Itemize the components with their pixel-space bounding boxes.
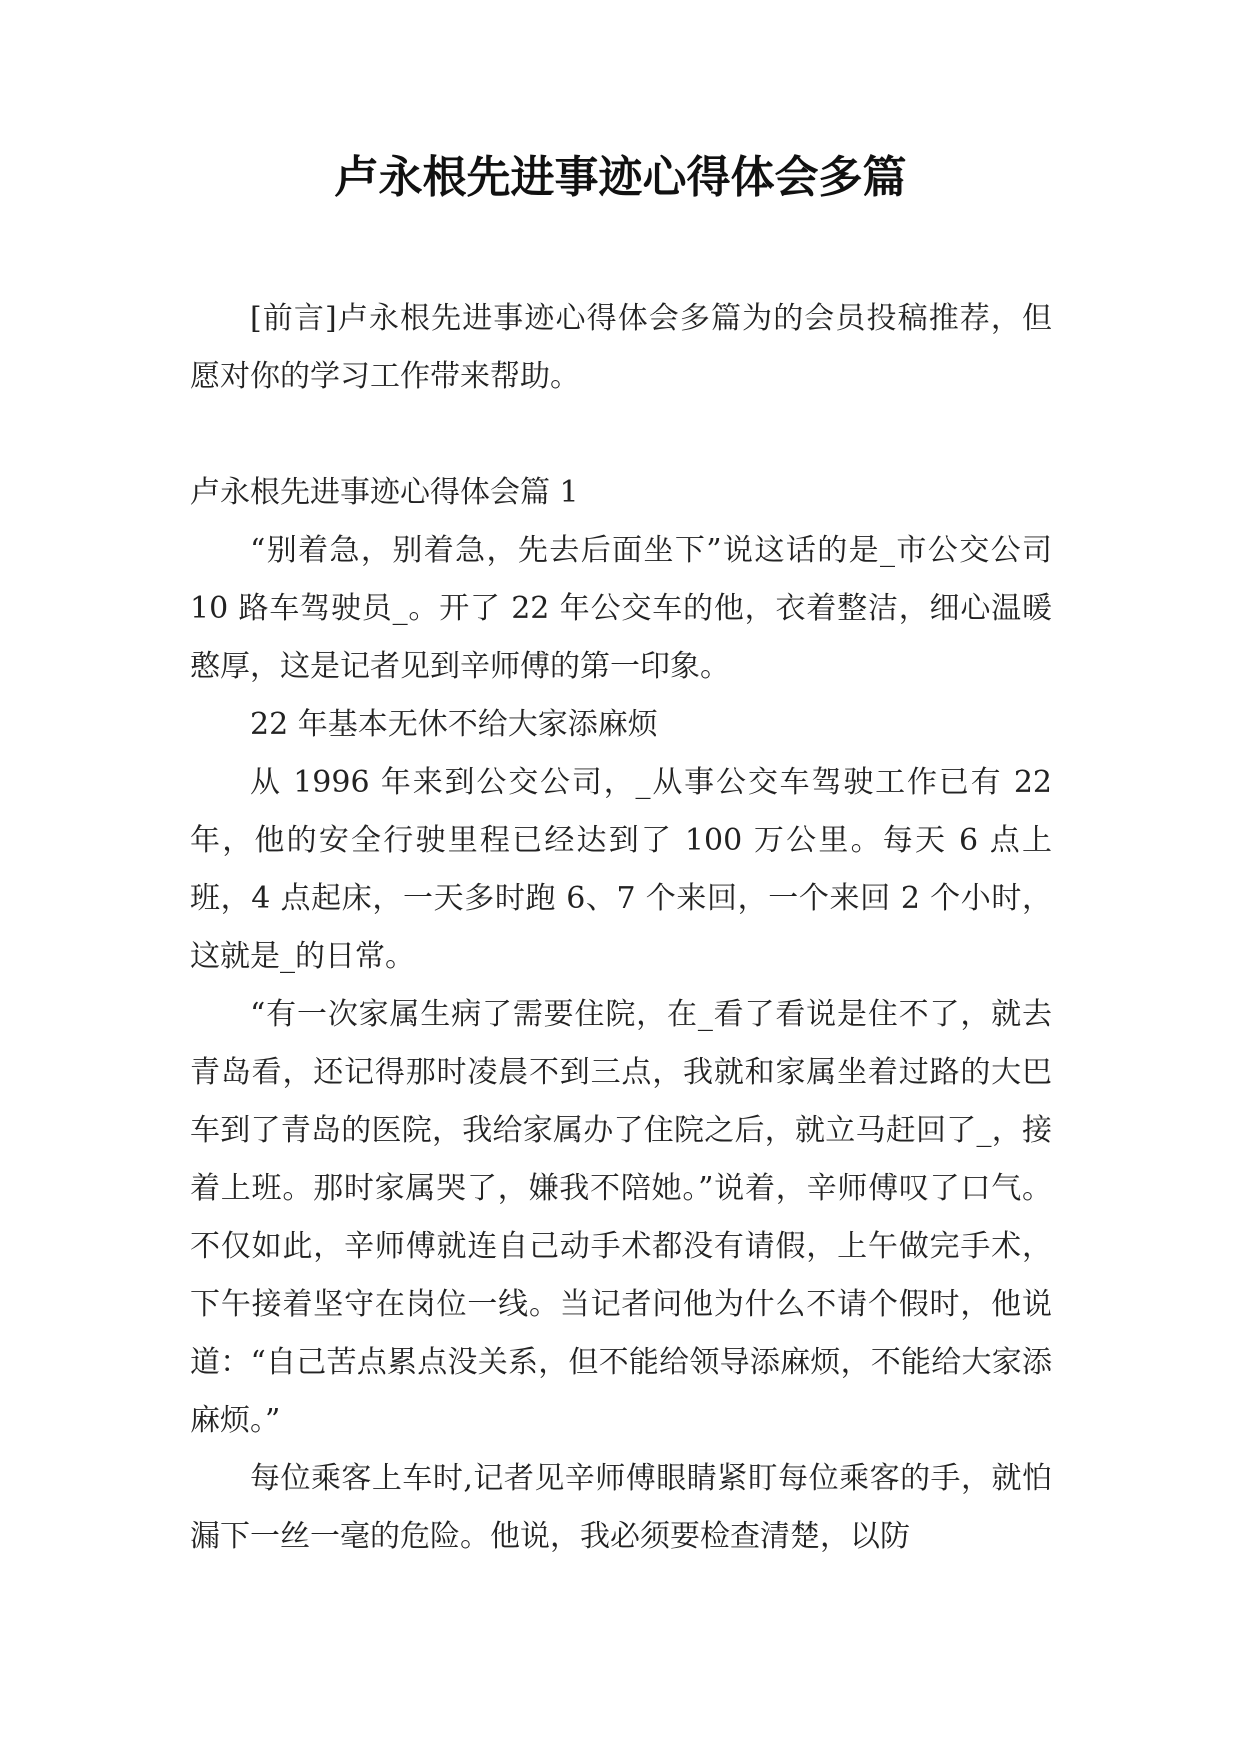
body-paragraph: 从 1996 年来到公交公司，_从事公交车驾驶工作已有 22 年，他的安全行驶里程已经达到了 100 万公里。每天 6 点上班，4 点起床，一天多时跑 6、7 个来回，一个来回 2 个小时，这就是_的日常。 bbox=[190, 765, 1052, 974]
document-body bbox=[190, 290, 1052, 1566]
body-paragraph: 每位乘客上车时,记者见辛师傅眼睛紧盯每位乘客的手，就怕漏下一丝一毫的危险。他说，我必须要检查清楚，以防 bbox=[190, 1461, 1052, 1554]
subheading-paragraph: 22 年基本无休不给大家添麻烦 bbox=[250, 707, 658, 742]
document-title: 卢永根先进事迹心得体会多篇 bbox=[334, 152, 907, 203]
body-paragraph: “有一次家属生病了需要住院，在_看了看说是住不了，就去青岛看，还记得那时凌晨不到三点，我就和家属坐着过路的大巴车到了青岛的医院，我给家属办了住院之后，就立马赶回了_，接着上班。那时家属哭了，嫌我不陪她。”说着，辛师傅叹了口气。不仅如此，辛师傅就连自己动手术都没有请假，上午做完手术，下午接着坚守在岗位一线。当记者问他为什么不请个假时，他说道：“自己苦点累点没关系，但不能给领导添麻烦，不能给大家添麻烦。” bbox=[190, 997, 1052, 1438]
section-heading: 卢永根先进事迹心得体会篇 1 bbox=[190, 475, 579, 510]
body-paragraph: “别着急，别着急，先去后面坐下”说这话的是_市公交公司 10 路车驾驶员_。开了 22 年公交车的他，衣着整洁，细心温暖憨厚，这是记者见到辛师傅的第一印象。 bbox=[190, 533, 1052, 684]
preface-paragraph: [前言]卢永根先进事迹心得体会多篇为的会员投稿推荐，但愿对你的学习工作带来帮助。 bbox=[190, 301, 1052, 394]
